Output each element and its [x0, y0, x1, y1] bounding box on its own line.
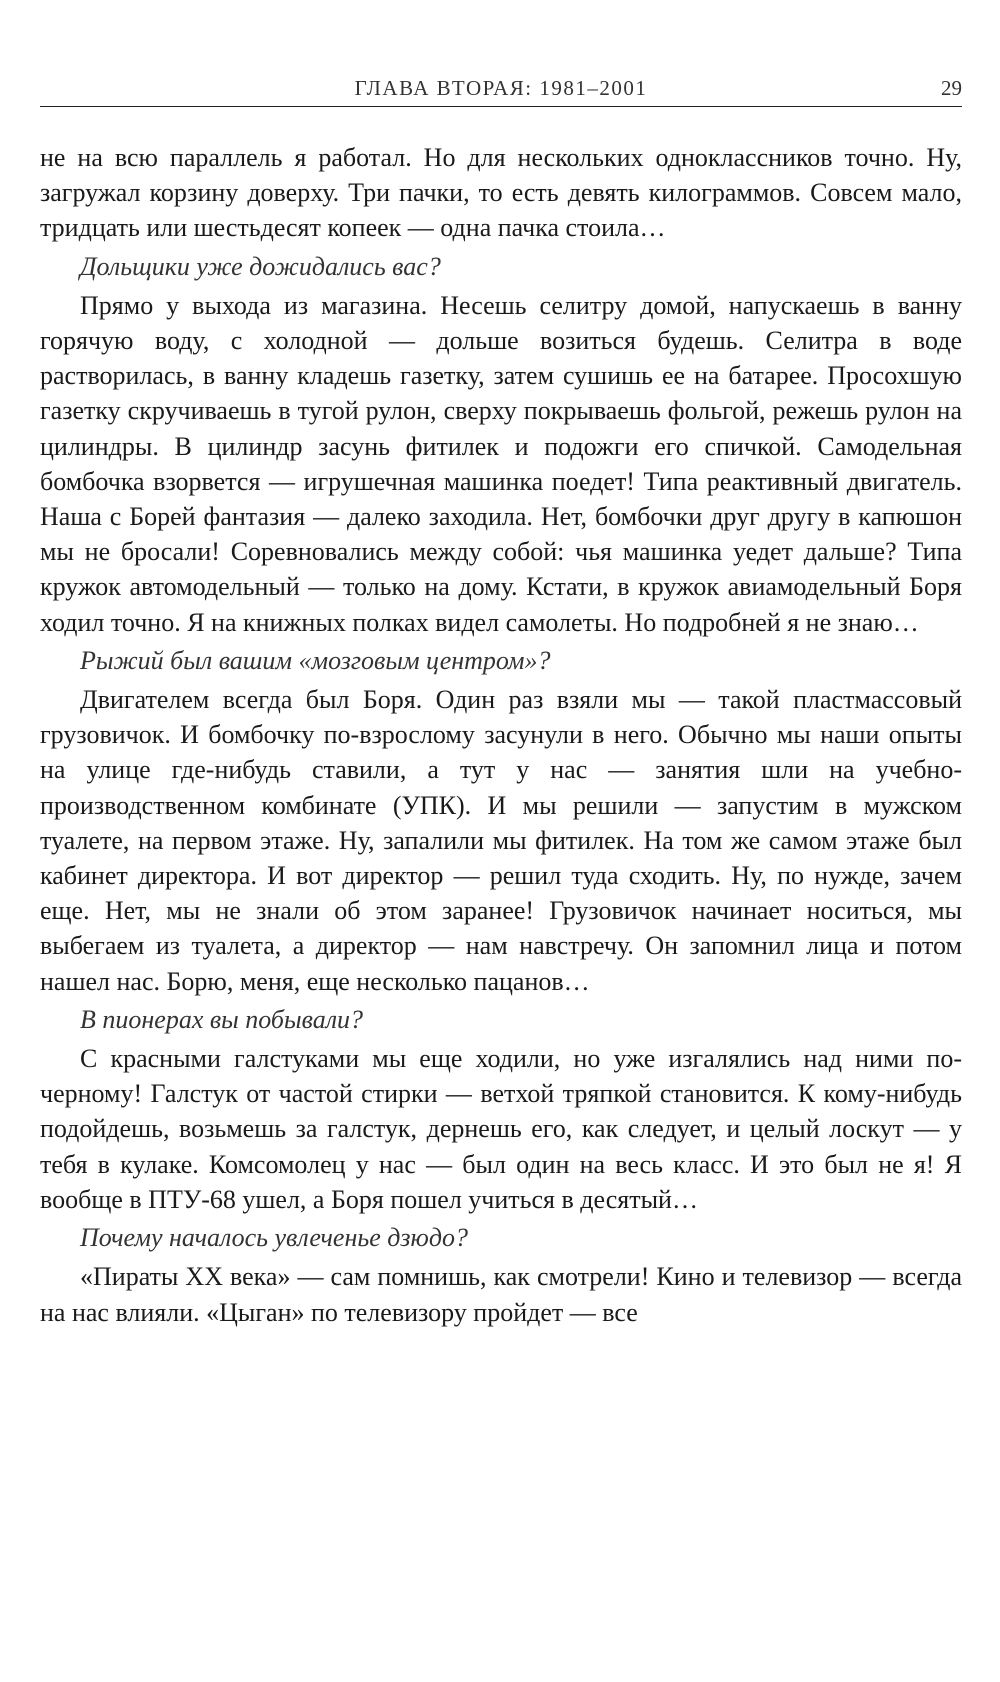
interview-question: В пионерах вы побывали?	[80, 1004, 364, 1034]
page-body	[40, 140, 962, 1330]
answer-paragraph: «Пираты XX века» — сам помнишь, как смотрели! Кино и телевизор — всегда на нас влияли. «Цыган» по телевизору пройдет — все	[40, 1262, 962, 1327]
answer-paragraph: Прямо у выхода из магазина. Несешь селитру домой, напускаешь в ванну горячую воду, с холодной — дольше возиться будешь. Селитра в воде растворилась, в ванну кладешь газетку, затем сушишь ее на батарее. Просохшую газетку скручиваешь в тугой рулон, сверху покрываешь фольгой, режешь рулон на цилиндры. В цилиндр засунь фитилек и подожги его спичкой. Самодельная бомбочка взорвется — игрушечная машинка поедет! Типа реактивный двигатель. Наша с Борей фантазия — далеко заходила. Нет, бомбочки друг другу в капюшон мы не бросали! Соревновались между собой: чья машинка уедет дальше? Типа кружок автомодельный — только на дому. Кстати, в кружок авиамодельный Боря ходил точно. Я на книжных полках видел самолеты. Но подробней я не знаю…	[40, 290, 962, 637]
page-header	[40, 72, 962, 107]
interview-question: Рыжий был вашим «мозговым центром»?	[80, 645, 551, 675]
running-head: ГЛАВА ВТОРАЯ: 1981–2001	[354, 76, 648, 100]
answer-paragraph: Двигателем всегда был Боря. Один раз взяли мы — такой пластмассовый грузовичок. И бомбочку по-взрослому засунули в него. Обычно мы наши опыты на улице где-нибудь ставили, а тут у нас — занятия шли на учебно-производственном комбинате (УПК). И мы решили — запустим в мужском туалете, на первом этаже. Ну, запалили мы фитилек. На том же самом этаже был кабинет директора. И вот директор — решил туда сходить. Ну, по нужде, зачем еще. Нет, мы не знали об этом заранее! Грузовичок начинает носиться, мы выбегаем из туалета, а директор — нам навстречу. Он запомнил лица и потом нашел нас. Борю, меня, еще несколько пацанов…	[40, 685, 962, 996]
answer-paragraph: не на всю параллель я работал. Но для нескольких одноклассников точно. Ну, загружал корзину доверху. Три пачки, то есть девять килограммов. Совсем мало, тридцать или шестьдесят копеек — одна пачка стоила…	[40, 143, 962, 243]
page-number: 29	[941, 76, 962, 100]
interview-question: Почему началось увлеченье дзюдо?	[80, 1223, 469, 1253]
interview-question: Дольщики уже дожидались вас?	[80, 251, 441, 281]
answer-paragraph: С красными галстуками мы еще ходили, но уже изгалялись над ними по-черному! Галстук от частой стирки — ветхой тряпкой становится. К кому-нибудь подойдешь, возьмешь за галстук, дернешь его, как следует, и целый лоскут — у тебя в кулаке. Комсомолец у нас — был один на весь класс. И это был не я! Я вообще в ПТУ-68 ушел, а Боря пошел учиться в десятый…	[40, 1044, 962, 1214]
